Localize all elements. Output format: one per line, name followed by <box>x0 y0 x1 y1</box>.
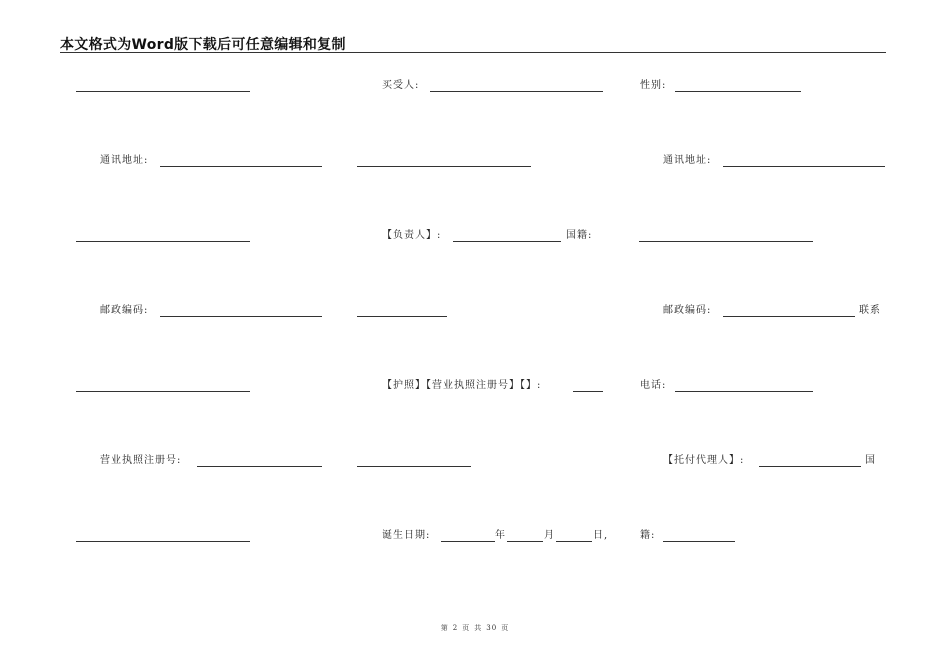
address-field-2[interactable] <box>723 166 885 167</box>
blank-line <box>76 241 250 242</box>
footer-page-number: 2 <box>452 624 459 632</box>
blank-line <box>76 91 250 92</box>
business-license-field[interactable] <box>197 466 322 467</box>
day-label: 日, <box>593 530 609 541</box>
nationality-label: 国籍: <box>566 230 593 241</box>
birth-day-field[interactable] <box>556 541 592 542</box>
footer-prefix: 第 <box>440 624 449 632</box>
phone-field[interactable] <box>675 391 813 392</box>
footer-total-pages: 30 <box>486 624 498 632</box>
buyer-field[interactable] <box>430 91 603 92</box>
nationality-label-2a: 国 <box>865 455 876 466</box>
phone-label: 电话: <box>640 380 667 391</box>
blank-line <box>76 541 250 542</box>
header-divider <box>60 52 886 53</box>
nationality-field[interactable] <box>639 241 813 242</box>
page-footer <box>0 623 950 633</box>
passport-license-label: 【护照】【营业执照注册号】【】: <box>382 380 542 391</box>
nationality-label-2b: 籍: <box>640 530 656 541</box>
blank-line <box>76 391 250 392</box>
blank-line <box>357 316 447 317</box>
month-label: 月 <box>544 530 555 541</box>
birth-month-field[interactable] <box>507 541 543 542</box>
business-license-label: 营业执照注册号: <box>100 455 182 466</box>
postcode-field-1[interactable] <box>160 316 322 317</box>
agent-label: 【托付代理人】: <box>663 455 745 466</box>
year-label: 年 <box>495 530 506 541</box>
agent-field[interactable] <box>759 466 861 467</box>
document-header-title: 本文格式为Word版下载后可任意编辑和复制 <box>60 37 346 53</box>
blank-line <box>357 466 471 467</box>
passport-license-field[interactable] <box>573 391 603 392</box>
birth-year-field[interactable] <box>441 541 495 542</box>
buyer-label: 买受人: <box>382 80 420 91</box>
birth-date-label: 诞生日期: <box>382 530 431 541</box>
postcode-label-1: 邮政编码: <box>100 305 149 316</box>
gender-label: 性别: <box>640 80 667 91</box>
contact-label: 联系 <box>859 305 881 316</box>
postcode-label-2: 邮政编码: <box>663 305 712 316</box>
footer-suffix: 页 <box>501 624 510 632</box>
address-label-1: 通讯地址: <box>100 155 149 166</box>
blank-line <box>357 166 531 167</box>
footer-total-prefix: 共 <box>474 624 483 632</box>
gender-field[interactable] <box>675 91 801 92</box>
footer-page-word: 页 <box>462 624 471 632</box>
responsible-person-label: 【负责人】: <box>382 230 442 241</box>
address-label-2: 通讯地址: <box>663 155 712 166</box>
responsible-person-field[interactable] <box>453 241 561 242</box>
nationality-field-2[interactable] <box>663 541 735 542</box>
address-field-1[interactable] <box>160 166 322 167</box>
postcode-field-2[interactable] <box>723 316 855 317</box>
